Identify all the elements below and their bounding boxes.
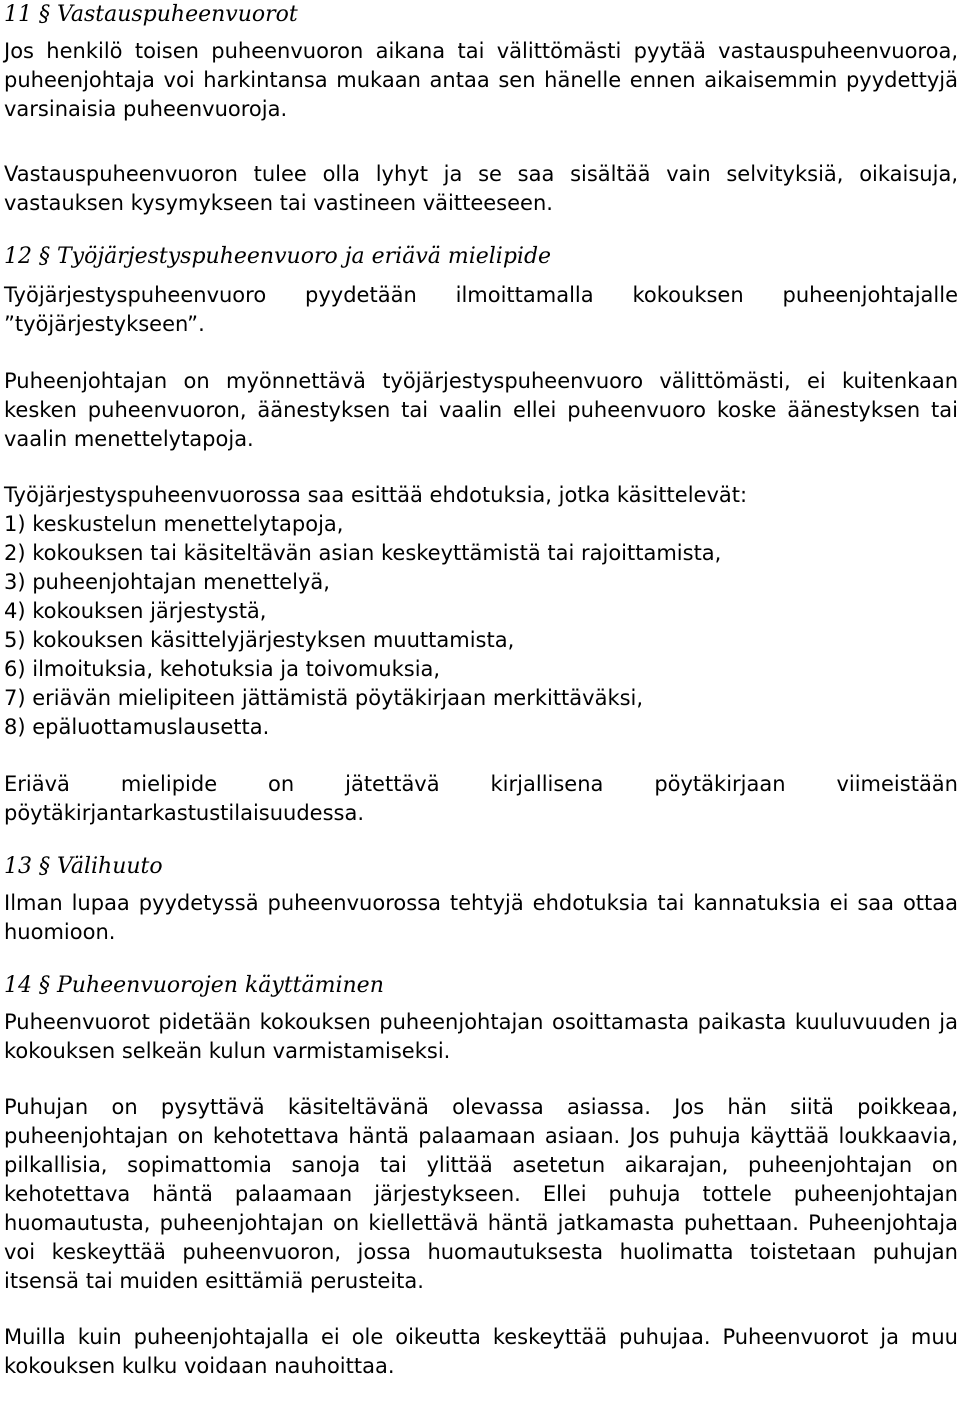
section-13-heading: 13 § Välihuuto [4, 854, 163, 879]
list-item: 8) epäluottamuslausetta. [4, 715, 270, 739]
list-item: 3) puheenjohtajan menettelyä, [4, 570, 330, 594]
section-11-paragraph-2: Vastauspuheenvuoron tulee olla lyhyt ja se saa sisältää vain selvityksiä, oikaisuja, vastauksen kysymykseen tai vastineen väitteeseen. [4, 162, 958, 215]
list-item: 5) kokouksen käsittelyjärjestyksen muuttamista, [4, 628, 515, 652]
section-14-paragraph-2: Puhujan on pysyttävä käsiteltävänä olevassa asiassa. Jos hän siitä poikkeaa, puheenjohtajan on kehotettava häntä palaamaan asiaan. Jos puhuja käyttää loukkaavia, pilkallisia, sopimattomia sanoja tai ylittää asetetun aikarajan, puheenjohtajan on kehotettava häntä palaamaan järjestykseen. Ellei puhuja tottele puheenjohtajan huomautusta, puheenjohtajan on kiellettävä häntä jatkamasta puhettaan. Puheenjohtaja voi keskeyttää puheenvuoron, jossa huomautuksesta huolimatta toistetaan puhujan itsensä tai muiden esittämiä perusteita. [4, 1095, 958, 1293]
list-item: 4) kokouksen järjestystä, [4, 599, 267, 623]
list-item: 2) kokouksen tai käsiteltävän asian keskeyttämistä tai rajoittamista, [4, 541, 722, 565]
document-page [4, 0, 958, 1381]
list-item: 6) ilmoituksia, kehotuksia ja toivomuksia, [4, 657, 441, 681]
list-item: 7) eriävän mielipiteen jättämistä pöytäkirjaan merkittäväksi, [4, 686, 644, 710]
list-item: 1) keskustelun menettelytapoja, [4, 512, 344, 536]
section-14-paragraph-3: Muilla kuin puheenjohtajalla ei ole oikeutta keskeyttää puhujaa. Puheenvuorot ja muu kokouksen kulku voidaan nauhoittaa. [4, 1325, 958, 1378]
section-12-list [4, 481, 958, 742]
section-14-paragraph-1: Puheenvuorot pidetään kokouksen puheenjohtajan osoittamasta paikasta kuuluvuuden ja kokouksen selkeän kulun varmistamiseksi. [4, 1010, 958, 1063]
list-intro: Työjärjestyspuheenvuorossa saa esittää ehdotuksia, jotka käsittelevät: [4, 483, 748, 507]
section-12-paragraph-1: Työjärjestyspuheenvuoro pyydetään ilmoittamalla kokouksen puheenjohtajalle ”työjärjestykseen”. [4, 283, 958, 336]
section-11-paragraph-1: Jos henkilö toisen puheenvuoron aikana tai välittömästi pyytää vastauspuheenvuoroa, puheenjohtaja voi harkintansa mukaan antaa sen hänelle ennen aikaisemmin pyydettyjä varsinaisia puheenvuoroja. [4, 39, 958, 121]
section-11-heading: 11 § Vastauspuheenvuorot [4, 2, 298, 27]
section-13-paragraph-1: Ilman lupaa pyydetyssä puheenvuorossa tehtyjä ehdotuksia tai kannatuksia ei saa ottaa huomioon. [4, 891, 958, 944]
section-14-heading: 14 § Puheenvuorojen käyttäminen [4, 973, 384, 998]
section-12-paragraph-2: Puheenjohtajan on myönnettävä työjärjestyspuheenvuoro välittömästi, ei kuitenkaan kesken puheenvuoron, äänestyksen tai vaalin ellei puheenvuoro koske äänestyksen tai vaalin menettelytapoja. [4, 369, 958, 451]
section-12-heading: 12 § Työjärjestyspuheenvuoro ja eriävä mielipide [4, 244, 552, 269]
section-12-closing: Eriävä mielipide on jätettävä kirjallisena pöytäkirjaan viimeistään pöytäkirjantarkastustilaisuudessa. [4, 772, 958, 825]
